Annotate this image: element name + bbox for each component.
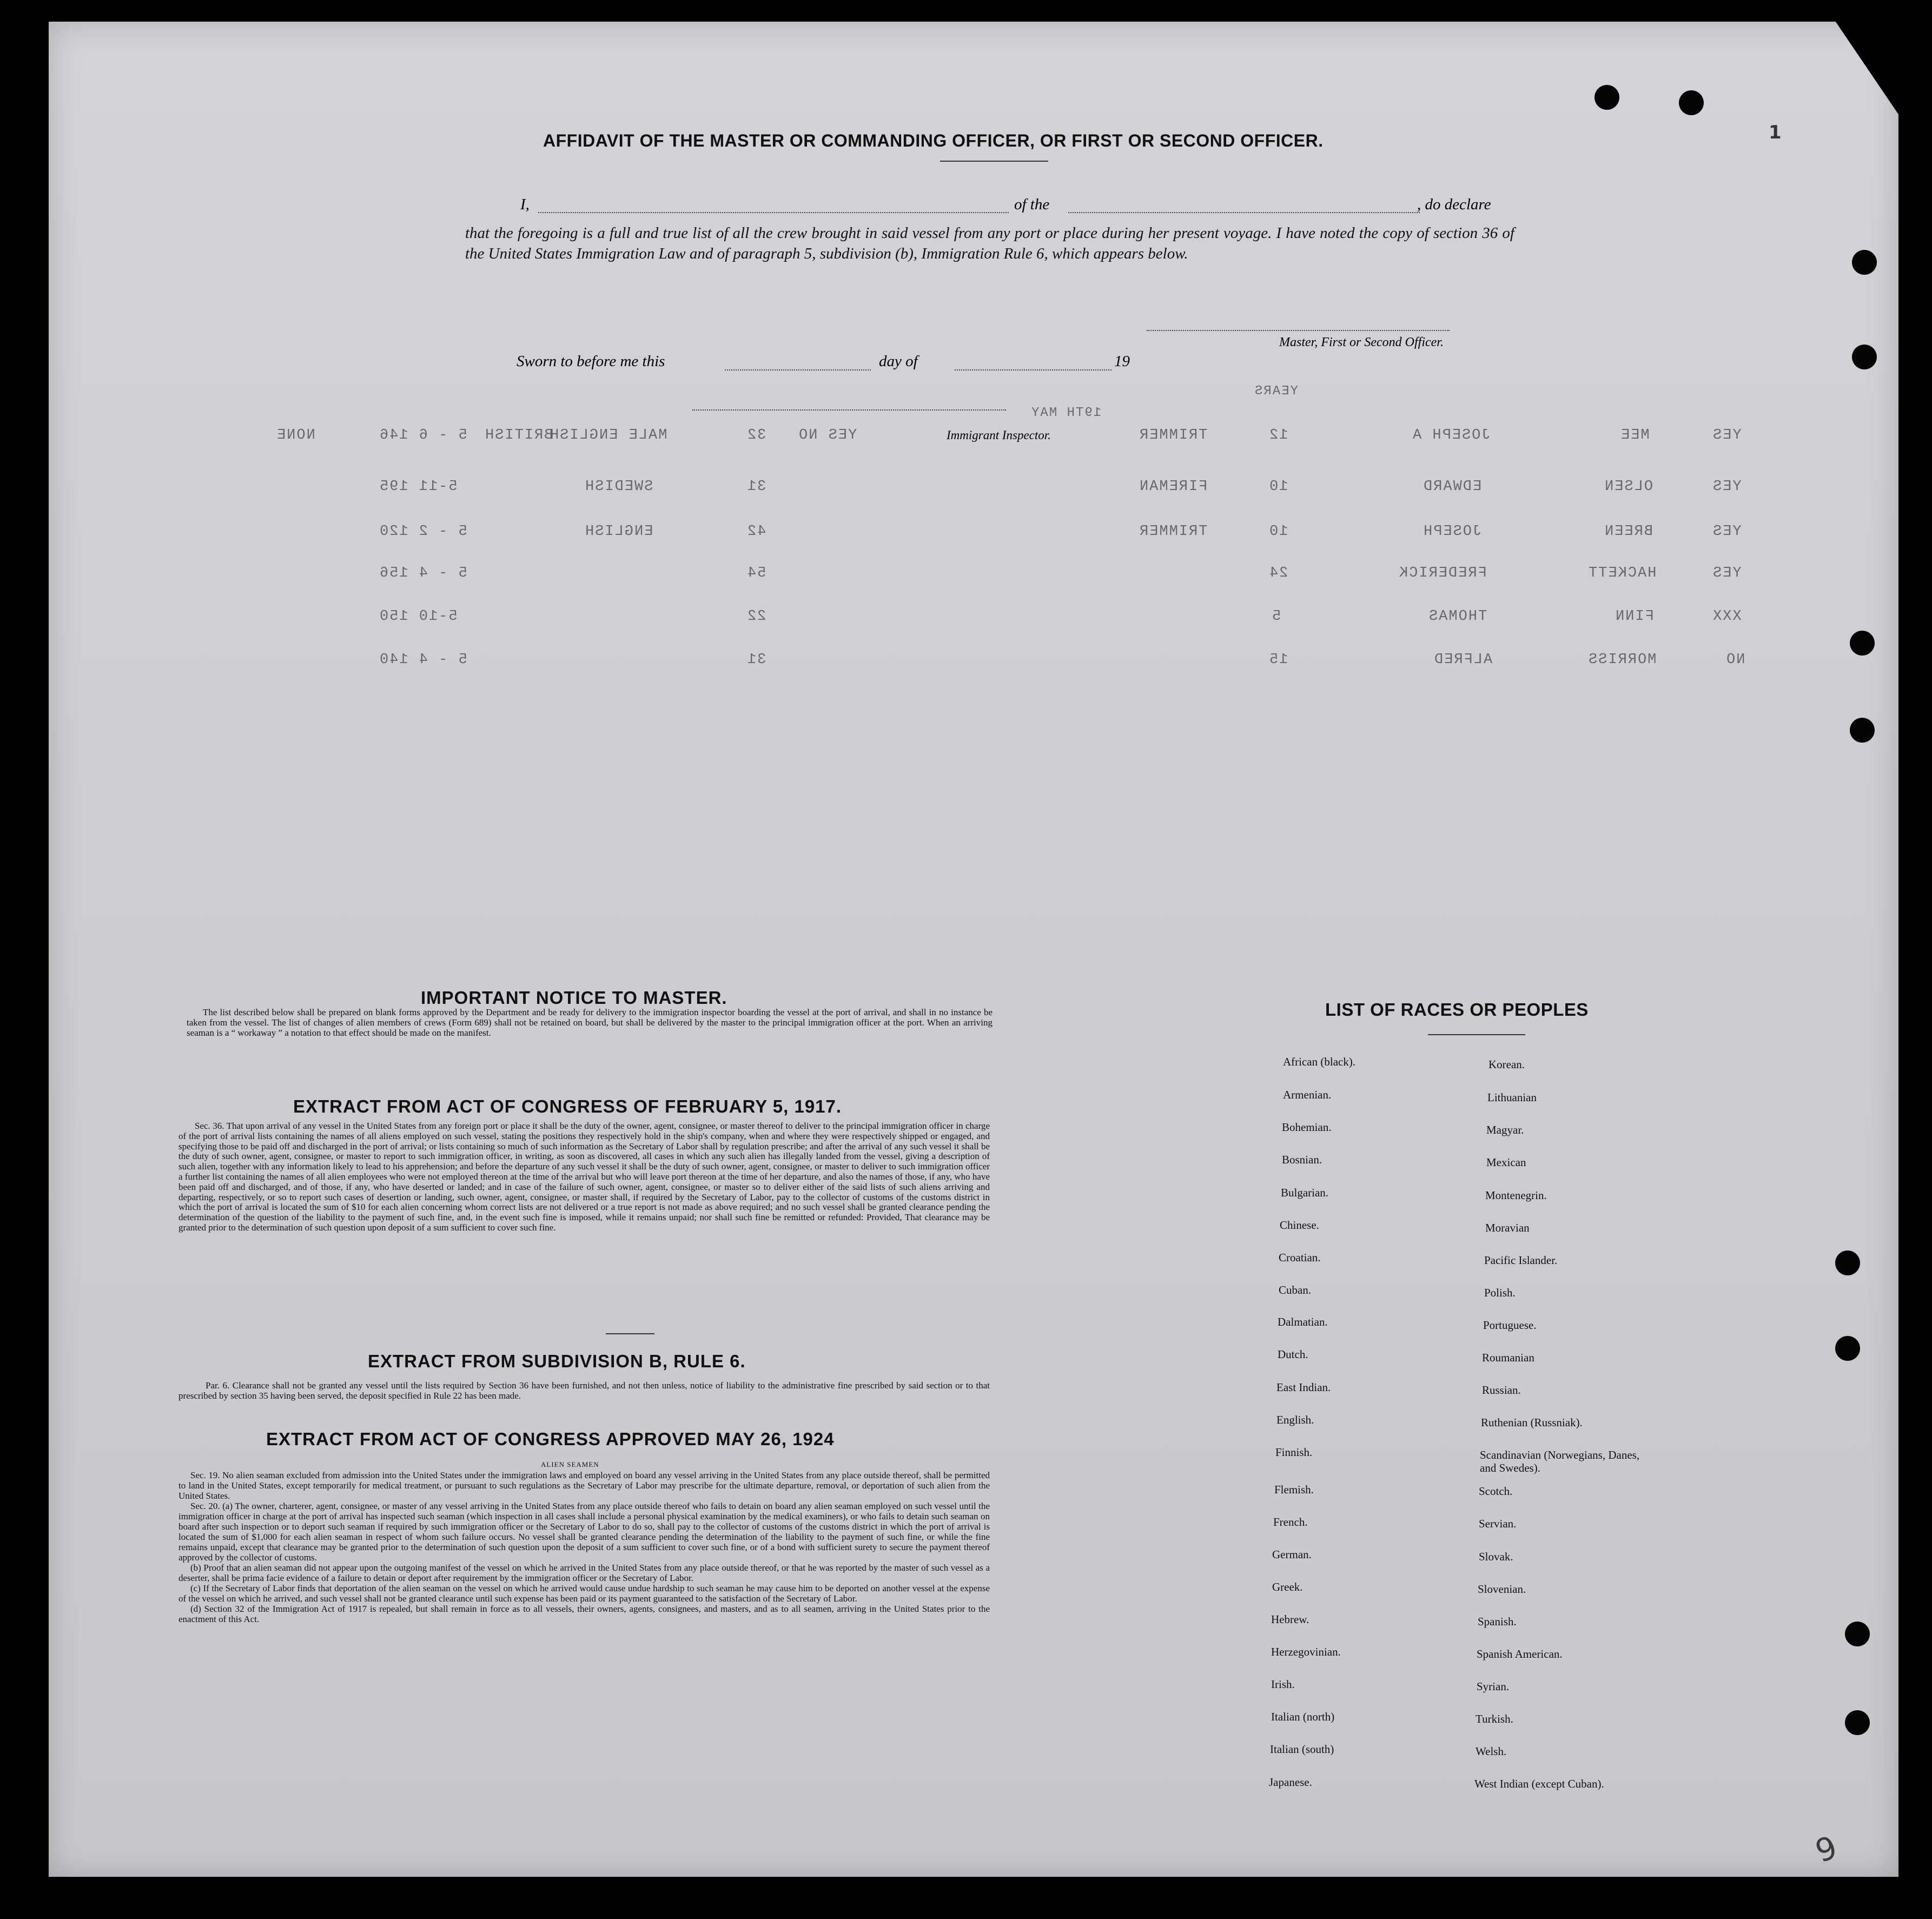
race-item: Scotch.: [1479, 1485, 1513, 1498]
ghost-stamp-date: 19TH MAY: [1030, 406, 1102, 420]
race-item: Russian.: [1482, 1384, 1521, 1397]
punch-hole: [1852, 250, 1877, 275]
ghost-col-a: YES: [1712, 427, 1742, 444]
rule-6-text: Par. 6. Clearance shall not be granted any vessel until the lists required by Section 36 have been furnished, and not then unless, notice of liability to the administrative fine prescribed by said section or to that prescribed by section 35 having been served, the deposit specified in Rule 22 has been made.: [178, 1380, 990, 1401]
race-item: East Indian.: [1276, 1381, 1331, 1394]
ghost-col-a: YES: [1712, 479, 1742, 495]
race-item: Syrian.: [1477, 1680, 1510, 1693]
ghost-col-b: MEE: [1620, 427, 1650, 444]
ghost-age: 54: [746, 565, 766, 581]
race-item: Bosnian.: [1282, 1153, 1322, 1166]
punch-hole: [1852, 345, 1877, 369]
rule-6-title: EXTRACT FROM SUBDIVISION B, RULE 6.: [368, 1351, 746, 1371]
ghost-years: 10: [1268, 479, 1288, 495]
ghost-given: JOSEPH: [1422, 524, 1482, 540]
race-item: Bulgarian.: [1281, 1186, 1329, 1199]
ghost-years: 15: [1268, 652, 1288, 668]
master-signature-line: [1147, 330, 1450, 331]
affidavit-title: AFFIDAVIT OF THE MASTER OR COMMANDING OFFICER, OR FIRST OR SECOND OFFICER.: [543, 131, 1324, 150]
page-number: 1: [1769, 122, 1782, 143]
race-item: Chinese.: [1280, 1219, 1319, 1232]
section-20d-paragraph: (d) Section 32 of the Immigration Act of 1917 is repealed, but shall remain in force as to all vessels, their owners, agents, consignees, and masters, and as to all seamen, arriving in the United States prior to the enactment of this Act.: [178, 1604, 990, 1624]
affidavit-body: that the foregoing is a full and true list of all the crew brought in said vessel from any port or place during her present voyage. I have noted the copy of section 36 of the United States Immigration Law and of paragraph 5, subdivision (b), Immigration Rule 6, which appears below.: [465, 224, 1514, 262]
ghost-sex-lang: SWEDISH: [584, 479, 653, 495]
race-item: Polish.: [1484, 1286, 1516, 1299]
race-item: Finnish.: [1275, 1446, 1313, 1459]
race-item: Spanish American.: [1477, 1647, 1563, 1660]
punch-hole: [1679, 90, 1704, 115]
race-item: Pacific Islander.: [1484, 1254, 1558, 1267]
race-item: Croatian.: [1279, 1251, 1321, 1264]
race-item: Italian (north): [1271, 1710, 1335, 1723]
race-item: Mexican: [1486, 1156, 1526, 1169]
ghost-height-weight: 5 - 6 146: [379, 427, 467, 444]
race-item: African (black).: [1283, 1055, 1356, 1068]
ghost-given: THOMAS: [1428, 608, 1487, 625]
race-item: Dalmatian.: [1278, 1315, 1328, 1328]
race-item: Slovak.: [1479, 1550, 1513, 1563]
race-item: Roumanian: [1482, 1351, 1534, 1364]
ghost-yes-no: YES NO: [798, 427, 857, 444]
sworn-prefix: Sworn to before me this: [517, 353, 665, 370]
sworn-day-line: [725, 369, 871, 370]
ghost-height-weight: 5-11 195: [379, 479, 458, 495]
ghost-marks: NONE: [276, 427, 315, 444]
races-title: LIST OF RACES OR PEOPLES: [1325, 1000, 1589, 1020]
ghost-rank: TRIMMER: [1139, 427, 1208, 444]
ghost-height-weight: 5 - 2 120: [379, 524, 467, 540]
race-item: Ruthenian (Russniak).: [1481, 1416, 1583, 1429]
ghost-sex-lang: MALE ENGLISH: [549, 427, 667, 444]
extract-1917-text: Sec. 36. That upon arrival of any vessel in the United States from any foreign port or place it shall be the duty of the owner, agent, consignee, or master thereof to deliver to the principal immigration officer in charge of the port of arrival lists containing the names of all aliens employed on such vessel, stating the positions they respectively hold in the ship's company, when and where they were respectively shipped or engaged, and specifying those to be paid off and discharged in the port of arrival; or lists containing so much of such information as the Secretary of Labor shall by regulation prescribe; and after the arrival of any such vessel it shall be the duty of such owner, agent, consignee, or master to report to such immigration officer, in writing, as soon as discovered, all cases in which any such alien has illegally landed from the vessel, giving a description of such alien, together with any information likely to lead to his apprehension; and before the departure of any such vessel it shall be the duty of such owner, agent, consignee, or master to deliver to such immigration officer a further list containing the names of all alien employees who were not employed thereon at the time of the arrival but who will leave port thereon at the time of her departure, and also the names of those, if any, who have been paid off and discharged, and of those, if any, who have deserted or landed; and in case of the failure of such owner, agent, consignee, or master so to deliver either of the said lists of such aliens arriving and departing, respectively, or so to report such cases of desertion or landing, such owner, agent, consignee, or master shall, if required by the Secretary of Labor, pay to the collector of customs of the customs district in which the port of arrival is located the sum of $10 for each alien concerning whom correct lists are not delivered or a true report is not made as above required; and no such vessel shall be granted clearance pending the determination of the question of the liability to the payment of such fine, and, in the event such fine is imposed, while it remains unpaid; nor shall such fine be remitted or refunded: Provided, That clearance may be granted prior to the determination of such question upon deposit of a sum sufficient to cover such fine.: [178, 1121, 990, 1233]
punch-hole: [1845, 1710, 1870, 1735]
ghost-years: 10: [1268, 524, 1288, 540]
races-title-underline: [1428, 1034, 1525, 1035]
ghost-col-b: HACKETT: [1587, 565, 1657, 581]
extract-1924-subtitle: ALIEN SEAMEN: [541, 1460, 599, 1468]
ghost-col-a: YES: [1712, 524, 1742, 540]
sworn-year: 19: [1114, 353, 1130, 370]
race-item: Irish.: [1271, 1678, 1295, 1691]
inspector-signature-line: [692, 409, 1006, 411]
race-item: French.: [1273, 1516, 1308, 1528]
extract-1917-title: EXTRACT FROM ACT OF CONGRESS OF FEBRUARY 5, 1917.: [293, 1096, 842, 1116]
inspector-label: Immigrant Inspector.: [947, 428, 1051, 442]
ghost-col-b: BREEN: [1604, 524, 1653, 540]
master-name-line: [538, 212, 1009, 213]
corner-pencil-mark: 9: [1810, 1828, 1842, 1870]
race-item: Cuban.: [1279, 1283, 1312, 1296]
race-item: Montenegrin.: [1485, 1189, 1547, 1202]
race-item: Korean.: [1488, 1058, 1525, 1071]
punch-hole: [1850, 718, 1875, 743]
race-item: Italian (south): [1270, 1743, 1334, 1756]
race-item: Scandinavian (Norwegians, Danes, and Swedes).: [1480, 1448, 1640, 1474]
race-item: Lithuanian: [1487, 1091, 1537, 1104]
affidavit-line1-mid: of the: [1014, 196, 1050, 213]
section-20b-paragraph: (b) Proof that an alien seaman did not appear upon the outgoing manifest of the vessel on which he arrived in the United States from any place outside thereof, or that he was reported by the master of such vessel as a deserter, shall be prima facie evidence of a failure to detain or deport after requirement by the immigration officer or the Secretary of Labor.: [178, 1563, 990, 1583]
race-item: Greek.: [1272, 1580, 1303, 1593]
ghost-col-b: MORRISS: [1587, 652, 1657, 668]
section-20c-paragraph: (c) If the Secretary of Labor finds that deportation of the alien seaman on the vessel on which he arrived would cause undue hardship to such seaman he may cause him to be deported on another vessel at the expense of the vessel on which he arrived, and such vessel shall not be granted clearance until such expense has been paid or its payment guaranteed to the satisfaction of the Secretary of Labor.: [178, 1583, 990, 1604]
master-signature-label: Master, First or Second Officer.: [1279, 335, 1444, 349]
affidavit-line1-end: , do declare: [1417, 196, 1491, 213]
sworn-month-line: [955, 369, 1111, 370]
race-item: Bohemian.: [1282, 1121, 1332, 1134]
ghost-nationality: BRITISH: [484, 427, 553, 444]
ghost-height-weight: 5-10 150: [379, 608, 458, 625]
punch-hole: [1835, 1336, 1860, 1361]
ghost-years: 12: [1268, 427, 1288, 444]
ghost-age: 22: [746, 608, 766, 625]
race-item: West Indian (except Cuban).: [1474, 1777, 1604, 1790]
ghost-years: 5: [1271, 608, 1281, 625]
extract-1924-body: [178, 1470, 990, 1624]
race-item: Dutch.: [1278, 1348, 1308, 1361]
ghost-given: JOSEPH A: [1412, 427, 1491, 444]
punch-hole: [1845, 1622, 1870, 1646]
ghost-years: 24: [1268, 565, 1288, 581]
section-20a-paragraph: Sec. 20. (a) The owner, charterer, agent, consignee, or master of any vessel arriving in the United States from any place outside thereof who fails to detain on board any alien seaman employed on such vessel until the immigration officer in charge at the port of arrival has inspected such seaman (which inspection in all cases shall include a personal physical examination by the medical examiners), or who fails to detain such seaman on board after such inspection or to deport such seaman if required by such immigration officer or the Secretary of Labor to do so, shall pay to the collector of customs of the customs district in which the port of arrival is located the sum of $1,000 for each alien seaman in respect of whom such failure occurs. No vessel shall be granted clearance pending the determination of the liability to the payment of such fine, or while the fine remains unpaid, except that clearance may be granted prior to the determination of such question upon the deposit of a sum sufficient to cover such fine, or of a bond with sufficient surety to secure the payment thereof approved by the collector of customs.: [178, 1501, 990, 1563]
race-item: English.: [1276, 1413, 1314, 1426]
sworn-mid: day of: [879, 353, 918, 370]
ghost-sex-lang: ENGLISH: [584, 524, 653, 540]
section-divider: [606, 1333, 654, 1334]
ghost-age: 31: [746, 479, 766, 495]
race-item: Japanese.: [1269, 1776, 1312, 1789]
race-item: Magyar.: [1486, 1123, 1524, 1136]
ghost-col-a: YES: [1712, 565, 1742, 581]
race-item: Armenian.: [1283, 1088, 1332, 1101]
ghost-col-b: OLSEN: [1604, 479, 1653, 495]
race-item: Spanish.: [1478, 1615, 1517, 1628]
ghost-years-label: YEARS: [1254, 384, 1299, 399]
ghost-age: 32: [746, 427, 766, 444]
ghost-given: ALFRED: [1433, 652, 1493, 668]
race-item: Welsh.: [1476, 1745, 1507, 1758]
race-item: Hebrew.: [1271, 1613, 1309, 1626]
section-19-paragraph: Sec. 19. No alien seaman excluded from admission into the United States under the immigration laws and employed on board any vessel arriving in the United States from any place outside thereof, shall be permitted to land in the United States, except temporarily for medical treatment, or pursuant to such regulations as the Secretary of Labor may prescribe for the ultimate departure, removal, or deportation of such alien from the United States.: [178, 1470, 990, 1501]
ghost-age: 42: [746, 524, 766, 540]
punch-hole: [1850, 631, 1875, 656]
vessel-name-line: [1068, 212, 1420, 213]
notice-text: The list described below shall be prepared on blank forms approved by the Department and be ready for delivery to the immigration inspector boarding the vessel at the port of arrival, and shall in no instance be taken from the vessel. The list of changes of alien members of crews (Form 689) shall not be retained on board, but shall be delivered by the master to the principal immigration officer at the port. When an arriving seaman is a “ workaway ” a notation to that effect should be made on the manifest.: [187, 1007, 993, 1038]
notice-title: IMPORTANT NOTICE TO MASTER.: [421, 988, 727, 1008]
punch-hole: [1835, 1250, 1860, 1275]
race-item: Servian.: [1479, 1517, 1517, 1530]
affidavit-line1-prefix: I,: [520, 196, 530, 213]
race-item: Moravian: [1485, 1221, 1530, 1234]
ghost-given: EDWARD: [1422, 479, 1482, 495]
ghost-height-weight: 5 - 4 140: [379, 652, 467, 668]
race-item: Portuguese.: [1483, 1319, 1537, 1332]
ghost-rank: TRIMMER: [1139, 524, 1208, 540]
race-item: Slovenian.: [1478, 1583, 1526, 1596]
ghost-rank: FIREMAN: [1139, 479, 1208, 495]
race-item: Herzegovinian.: [1271, 1645, 1341, 1658]
title-underline: [940, 161, 1048, 162]
punch-hole: [1594, 85, 1619, 110]
ghost-height-weight: 5 - 4 156: [379, 565, 467, 581]
extract-1924-title: EXTRACT FROM ACT OF CONGRESS APPROVED MAY 26, 1924: [266, 1429, 835, 1449]
ghost-age: 31: [746, 652, 766, 668]
ghost-given: FREDERICK: [1398, 565, 1487, 581]
race-item: German.: [1272, 1548, 1312, 1561]
ghost-col-a: NO: [1725, 652, 1745, 668]
race-item: Flemish.: [1274, 1483, 1314, 1496]
ghost-col-b: FINN: [1615, 608, 1654, 625]
ghost-col-a: XXX: [1712, 608, 1742, 625]
race-item: Turkish.: [1476, 1712, 1513, 1725]
